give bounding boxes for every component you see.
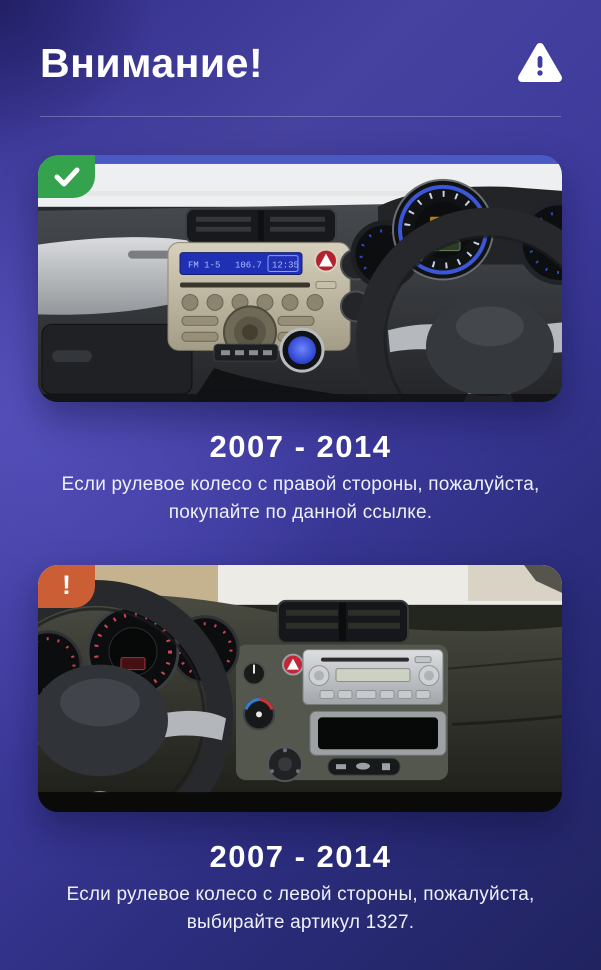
header-divider bbox=[40, 116, 561, 117]
storage-pocket bbox=[310, 711, 446, 755]
hazard-button bbox=[315, 250, 337, 272]
exclamation-icon: ! bbox=[62, 570, 71, 600]
lcd-band: FM 1-5 bbox=[188, 260, 221, 271]
description-line: Если рулевое колесо с правой стороны, пожалуйста, bbox=[61, 474, 540, 495]
center-air-vents bbox=[186, 209, 336, 243]
check-icon bbox=[52, 165, 82, 189]
radio-unit bbox=[168, 243, 350, 359]
switch-panel bbox=[214, 344, 278, 361]
hazard-button bbox=[283, 655, 303, 675]
page-title: Внимание! bbox=[40, 40, 264, 86]
card-lhd bbox=[38, 565, 562, 812]
dashboard-photo-rhd bbox=[38, 155, 562, 402]
card-rhd bbox=[38, 155, 562, 402]
description-lhd bbox=[0, 881, 601, 937]
button-strip bbox=[328, 758, 400, 775]
cd-slot bbox=[321, 658, 409, 662]
description-line: покупайте по данной ссылке. bbox=[168, 502, 433, 523]
radio-lcd bbox=[336, 669, 410, 682]
description-rhd bbox=[0, 471, 601, 527]
dashboard-photo-lhd bbox=[38, 565, 562, 812]
warning-triangle-icon bbox=[517, 42, 563, 84]
cd-slot bbox=[180, 282, 310, 287]
description-line: выбирайте артикул 1327. bbox=[186, 912, 415, 933]
center-air-vents bbox=[278, 601, 408, 643]
radio-unit bbox=[303, 650, 443, 705]
ok-badge bbox=[38, 155, 95, 198]
description-line: Если рулевое колесо с левой стороны, пожалуйста, bbox=[66, 884, 535, 905]
lcd-frequency: 106.7 bbox=[235, 260, 262, 271]
lcd-clock: 12:35 bbox=[272, 260, 299, 271]
blue-dial bbox=[281, 329, 323, 371]
years-heading-rhd: 2007 - 2014 bbox=[209, 429, 392, 464]
alert-badge bbox=[38, 565, 95, 608]
years-heading-lhd: 2007 - 2014 bbox=[209, 839, 392, 874]
